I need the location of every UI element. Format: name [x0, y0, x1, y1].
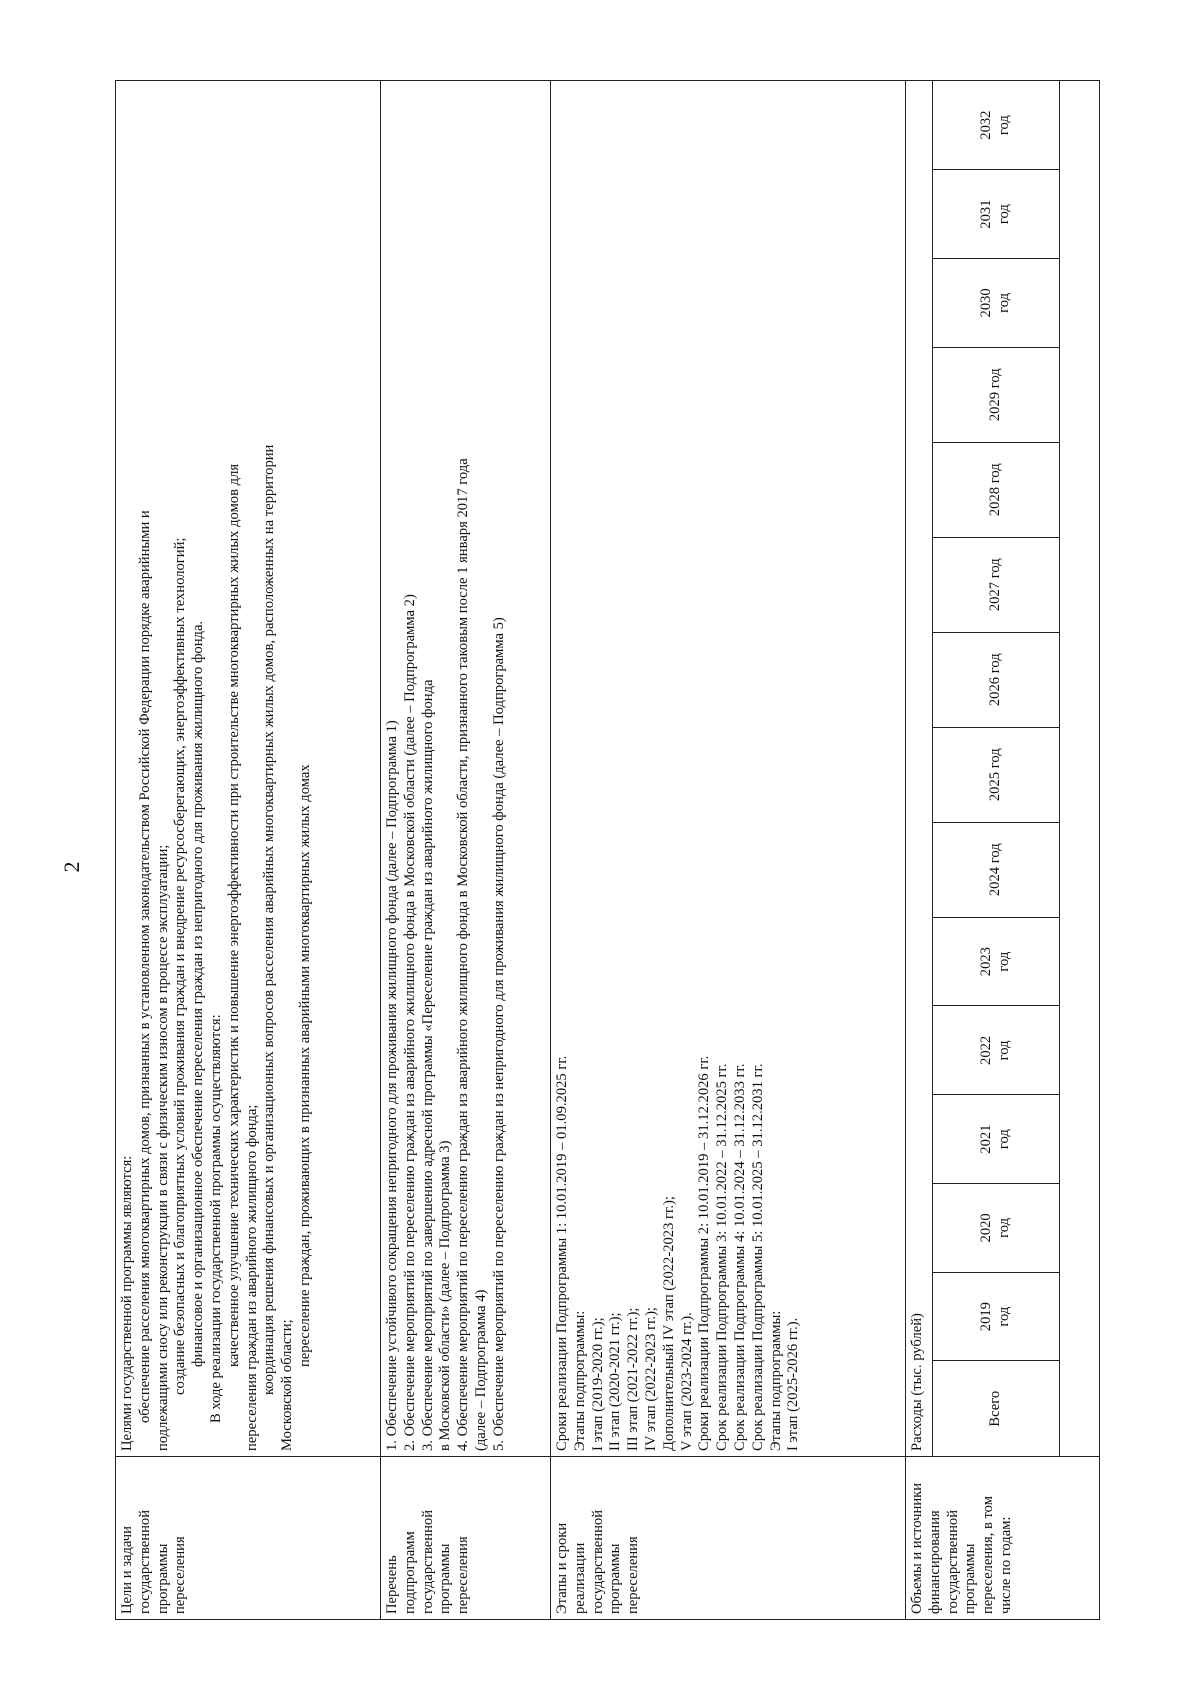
stage-line: Срок реализации Подпрограммы 3: 10.01.2022 – 31.12.2025 гг. — [714, 1063, 731, 1451]
finance-column-header: 2026 год — [933, 632, 1060, 727]
content-stages — [551, 81, 906, 1457]
finance-column-header: 2027 год — [933, 537, 1060, 632]
goals-line: качественное улучшение технических характеристик и повышение энергоэффективности при строительстве многоквартирных жилых домов для — [225, 463, 242, 1367]
content-goals — [116, 81, 381, 1457]
row-goals — [116, 81, 381, 1620]
stage-line: Сроки реализации Подпрограммы 2: 10.01.2019 – 31.12.2026 гг. — [696, 1055, 713, 1451]
subprogram-line: 5. Обеспечение мероприятий по переселению граждан из непригодного для проживания жилищного фонда (далее – Подпрограмма 5) — [490, 617, 507, 1451]
label-finance — [906, 1457, 1100, 1620]
stage-line: V этап (2023-2024 гг.). — [678, 1312, 695, 1451]
content-subprograms — [381, 81, 551, 1457]
finance-column-header: 2032 год — [933, 81, 1060, 170]
finance-column-header: 2019 год — [933, 1272, 1060, 1361]
finance-column-header: 2030 год — [933, 259, 1060, 348]
stage-line: Этапы подпрограммы: — [767, 1310, 784, 1451]
goals-line: переселение граждан, проживающих в признанных аварийными многоквартирных жилых домах — [296, 764, 313, 1367]
label-goals-text: Цели и задачи государственной программы переселения — [119, 1509, 189, 1614]
goals-line: создание безопасных и благоприятных условий проживания граждан и внедрение ресурсосберегающих, энергоэффективных технологий; — [172, 537, 189, 1395]
page-number: 2 — [59, 861, 84, 873]
stage-line: I этап (2025-2026 гг.). — [785, 1317, 802, 1451]
subprogram-line: 1. Обеспечение устойчивого сокращения непригодного для проживания жилищного фонда (далее – Подпрограмма 1) — [384, 720, 400, 1451]
finance-years-row — [933, 81, 1060, 1456]
content-finance — [906, 81, 1100, 1457]
stage-line: II этап (2020-2021 гг.); — [607, 1312, 624, 1451]
finance-column-header: 2023 год — [933, 917, 1060, 1006]
row-subprograms — [381, 81, 551, 1620]
finance-years-table — [932, 81, 1060, 1456]
finance-column-header: 2025 год — [933, 727, 1060, 822]
finance-column-header: Всего — [933, 1361, 1060, 1456]
goals-line: обеспечение расселения многоквартирных домов, признанных в установленном законодательством Российской Федерации порядке аварийными и — [136, 510, 153, 1423]
stage-line: Срок реализации Подпрограммы 4: 10.01.2024 – 31.12.2033 гг. — [731, 1063, 748, 1451]
stage-line: Этапы подпрограммы: — [571, 1310, 588, 1451]
goals-line: переселения граждан из аварийного жилищного фонда; — [243, 1104, 260, 1451]
finance-column-header: 2031 год — [933, 170, 1060, 259]
label-finance-text: Объемы и источники финансирования государственной программы переселения, в том числе по годам: — [909, 1482, 1014, 1614]
stage-line: I этап (2019-2020 гг.); — [589, 1317, 606, 1451]
label-subprograms — [381, 1457, 551, 1620]
goals-line: Московской области; — [279, 1319, 296, 1451]
label-goals — [116, 1457, 381, 1620]
goals-line: Целями государственной программы являются: — [119, 1155, 135, 1451]
goals-line: координация решения финансовых и организационных вопросов расселения аварийных многоквартирных жилых домов, расположенных на территории — [261, 444, 278, 1395]
finance-column-header: 2028 год — [933, 442, 1060, 537]
finance-column-header: 2024 год — [933, 822, 1060, 917]
goals-line: В ходе реализации государственной программы осуществляются: — [207, 1014, 224, 1423]
subprogram-line: 2. Обеспечение мероприятий по переселению граждан из аварийного жилищного фонда в Московской области (далее – Подпрограмма 2) — [401, 594, 418, 1451]
label-stages-text: Этапы и сроки реализации государственной программы переселения — [554, 1509, 642, 1614]
finance-column-header: 2029 год — [933, 347, 1060, 442]
label-subprograms-text: Перечень подпрограмм государственной программы переселения — [384, 1509, 472, 1614]
label-stages — [551, 1457, 906, 1620]
stage-line: Сроки реализации Подпрограммы 1: 10.01.2019 – 01.09.2025 гг. — [554, 1055, 570, 1451]
finance-column-header: 2022 год — [933, 1006, 1060, 1095]
finance-header: Расходы (тыс. рублей) — [909, 1313, 925, 1451]
rotated-document-sheet — [115, 80, 1100, 1620]
program-passport-table — [115, 80, 1100, 1620]
finance-column-header: 2020 год — [933, 1184, 1060, 1273]
subprogram-line: (далее – Подпрограмма 4) — [472, 1289, 489, 1451]
row-finance — [906, 81, 1100, 1620]
goals-line: финансовое и организационное обеспечение переселения граждан из непригодного для проживания жилищного фонда. — [190, 620, 207, 1367]
subprogram-line: 4. Обеспечение мероприятий по переселению граждан из аварийного жилищного фонда в Московской области, признанного таковым после 1 января 2017 года — [455, 458, 472, 1451]
stage-line: Дополнительный IV этап (2022-2023 гг.); — [660, 1196, 677, 1451]
stage-line: IV этап (2022-2023 гг.); — [642, 1307, 659, 1451]
goals-line: подлежащими сносу или реконструкции в связи с физическим износом в процессе эксплуатации; — [154, 844, 171, 1451]
stage-line: Срок реализации Подпрограммы 5: 10.01.2025 – 31.12.2031 гг. — [749, 1063, 766, 1451]
finance-column-header: 2021 год — [933, 1095, 1060, 1184]
stage-line: III этап (2021-2022 гг.); — [625, 1307, 642, 1451]
subprogram-line: в Московской области» (далее – Подпрограмма 3) — [437, 1140, 454, 1451]
subprogram-line: 3. Обеспечение мероприятий по завершению адресной программы «Переселение граждан из аварийного жилищного фонда — [419, 679, 436, 1451]
row-stages — [551, 81, 906, 1620]
